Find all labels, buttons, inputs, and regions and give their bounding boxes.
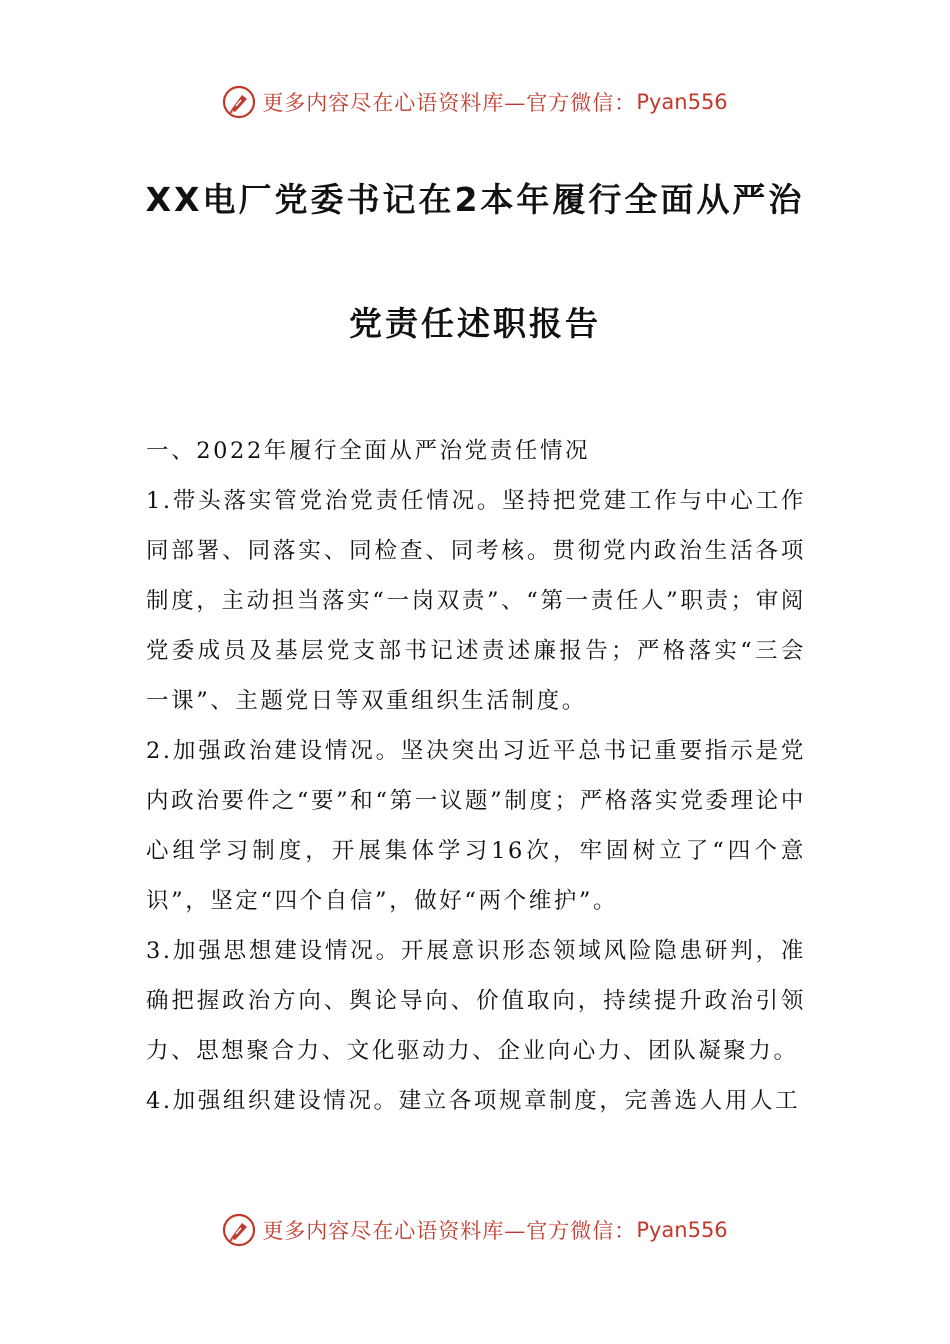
watermark-text: 更多内容尽在心语资料库—官方微信：: [262, 1219, 637, 1243]
paragraph-2: 2.加强政治建设情况。坚决突出习近平总书记重要指示是党内政治要件之“要”和“第一议题”制度；严格落实党委理论中心组学习制度，开展集体学习16次，牢固树立了“四个意识”，坚定“四个自信”，做好“两个维护”。: [146, 738, 806, 914]
pen-nib-icon: [222, 1213, 256, 1247]
document-title-line-2: 党责任述职报告: [349, 304, 601, 343]
pen-nib-icon: [222, 85, 256, 119]
watermark-account: Pyan556: [636, 90, 728, 114]
header-watermark: [0, 82, 950, 122]
watermark-account: Pyan556: [636, 1218, 728, 1242]
section-heading: 一、2022年履行全面从严治党责任情况: [146, 438, 591, 464]
document-body: [146, 426, 806, 1126]
paragraph-4: 4.加强组织建设情况。建立各项规章制度，完善选人用人工: [146, 1088, 801, 1114]
document-title-line-1: XX电厂党委书记在2本年履行全面从严治: [145, 180, 805, 219]
paragraph-3: 3.加强思想建设情况。开展意识形态领域风险隐患研判，准确把握政治方向、舆论导向、价值取向，持续提升政治引领力、思想聚合力、文化驱动力、企业向心力、团队凝聚力。: [146, 938, 806, 1064]
watermark-text: 更多内容尽在心语资料库—官方微信：: [262, 91, 637, 115]
paragraph-1: 1.带头落实管党治党责任情况。坚持把党建工作与中心工作同部署、同落实、同检查、同考核。贯彻党内政治生活各项制度，主动担当落实“一岗双责”、“第一责任人”职责；审阅党委成员及基层党支部书记述责述廉报告；严格落实“三会一课”、主题党日等双重组织生活制度。: [146, 488, 806, 714]
footer-watermark: [0, 1210, 950, 1250]
